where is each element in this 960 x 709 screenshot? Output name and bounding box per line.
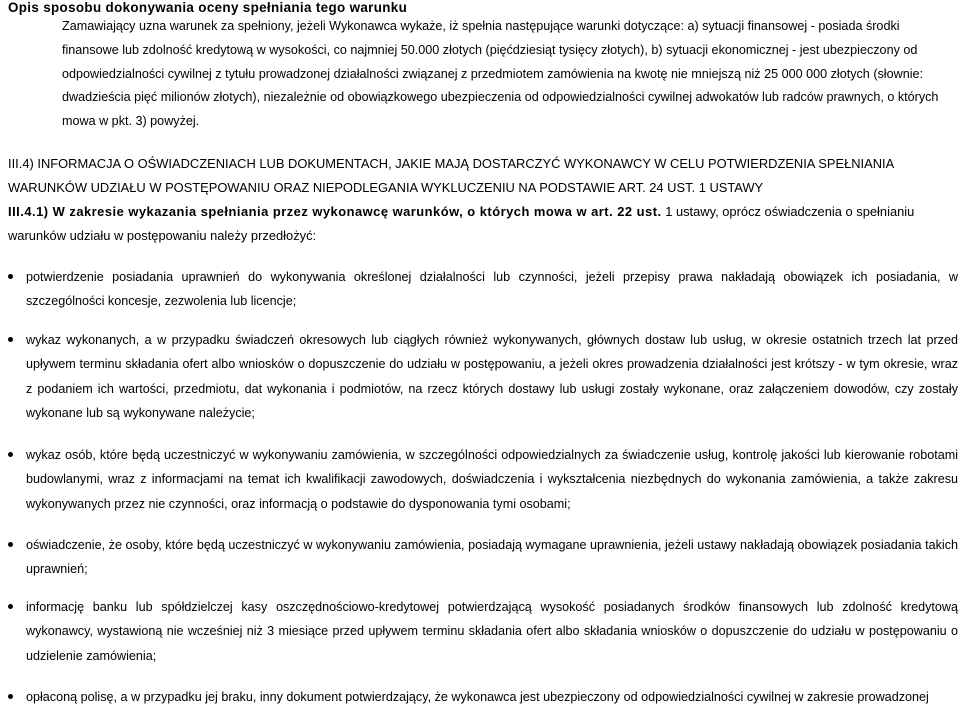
section-iii-4-title: III.4) INFORMACJA O OŚWIADCZENIACH LUB DOKUMENTACH, JAKIE MAJĄ DOSTARCZYĆ WYKONAWCY W CELU POTWIERDZENIA SPEŁNIANIA WARUNKÓW UDZIAŁU W POSTĘPOWANIU ORAZ NIEPODLEGANIA WYKLUCZENIU NA PODSTAWIE ART. 24 UST. 1 USTAWY [8,156,894,195]
section-iii-4-1-rest: 1 ustawy, oprócz oświadczenia o spełnianiu warunków udziału w postępowaniu należy przedłożyć: [8,204,915,243]
list-item-text: wykaz wykonanych, a w przypadku świadczeń okresowych lub ciągłych również wykonywanych, głównych dostaw lub usług, w okresie ostatnich trzech lat przed upływem terminu składania ofert albo wniosków o dopuszczenie do udziału w postępowaniu, a jeżeli okres prowadzenia działalności jest krótszy - w tym okresie, wraz z podaniem ich wartości, przedmiotu, dat wykonania i podmiotów, na rzecz których dostawy lub usługi zostały wykonane, oraz załączeniem dowodów, czy zostały wykonane lub są wykonywane należycie; [26,333,958,420]
list-item [26,443,958,516]
bullet-icon [8,694,13,699]
list-item [26,595,958,668]
bullet-icon [8,452,13,457]
bullet-icon [8,337,13,342]
list-item-text: wykaz osób, które będą uczestniczyć w wykonywaniu zamówienia, w szczególności odpowiedzialnych za świadczenie usług, kontrolę jakości lub kierowanie robotami budowlanymi, wraz z informacjami na temat ich kwalifikacji zawodowych, doświadczenia i wykształcenia niezbędnych do wykonania zamówienia, a także zakresu wykonywanych przez nie czynności, oraz informacją o podstawie do dysponowania tymi osobami; [26,448,958,511]
list-item-text: potwierdzenie posiadania uprawnień do wykonywania określonej działalności lub czynności, jeżeli przepisy prawa nakładają obowiązek ich posiadania, w szczególności koncesje, zezwolenia lub licencje; [26,270,958,309]
bullet-icon [8,542,13,547]
list-item-text: oświadczenie, że osoby, które będą uczestniczyć w wykonywaniu zamówienia, posiadają wymagane uprawnienia, jeżeli ustawy nakładają obowiązek posiadania takich uprawnień; [26,538,958,577]
condition-paragraph: Zamawiający uzna warunek za spełniony, jeżeli Wykonawca wykaże, iż spełnia następujące warunki dotyczące: a) sytuacji finansowej - posiada środki finansowe lub zdolność kredytową w wysokości, co najmniej 50.000 złotych (pięćdziesiąt tysięcy złotych), b) sytuacji ekonomicznej - jest ubezpieczony od odpowiedzialności cywilnej z tytułu prowadzonej działalności związanej z przedmiotem zamówienia na kwotę nie mniejszą niż 25 000 000 złotych (słownie: dwadzieścia pięć milionów złotych), niezależnie od obowiązkowego ubezpieczenia od odpowiedzialności cywilnej adwokatów lub radców prawnych, o których mowa w pkt. 3) powyżej. [62,19,939,129]
list-item [26,533,958,582]
list-item [26,685,958,709]
list-item [26,265,958,314]
section-iii-4-1-lead: III.4.1) W zakresie wykazania spełniania przez wykonawcę warunków, o których mowa w art. 22 ust. [8,204,662,219]
list-item-text: opłaconą polisę, a w przypadku jej braku, inny dokument potwierdzający, że wykonawca jest ubezpieczony od odpowiedzialności cywilnej w zakresie prowadzonej [26,690,929,704]
bullet-icon [8,274,13,279]
bullet-icon [8,604,13,609]
list-item [26,328,958,425]
section-heading: Opis sposobu dokonywania oceny spełniania tego warunku [8,0,408,15]
list-item-text: informację banku lub spółdzielczej kasy oszczędnościowo-kredytowej potwierdzającą wysokość posiadanych środków finansowych lub zdolność kredytową wykonawcy, wystawioną nie wcześniej niż 3 miesiące przed upływem terminu składania ofert albo składania wniosków o dopuszczenie do udziału w postępowaniu o udzielenie zamówienia; [26,600,958,663]
section-iii-4-1 [8,200,960,248]
